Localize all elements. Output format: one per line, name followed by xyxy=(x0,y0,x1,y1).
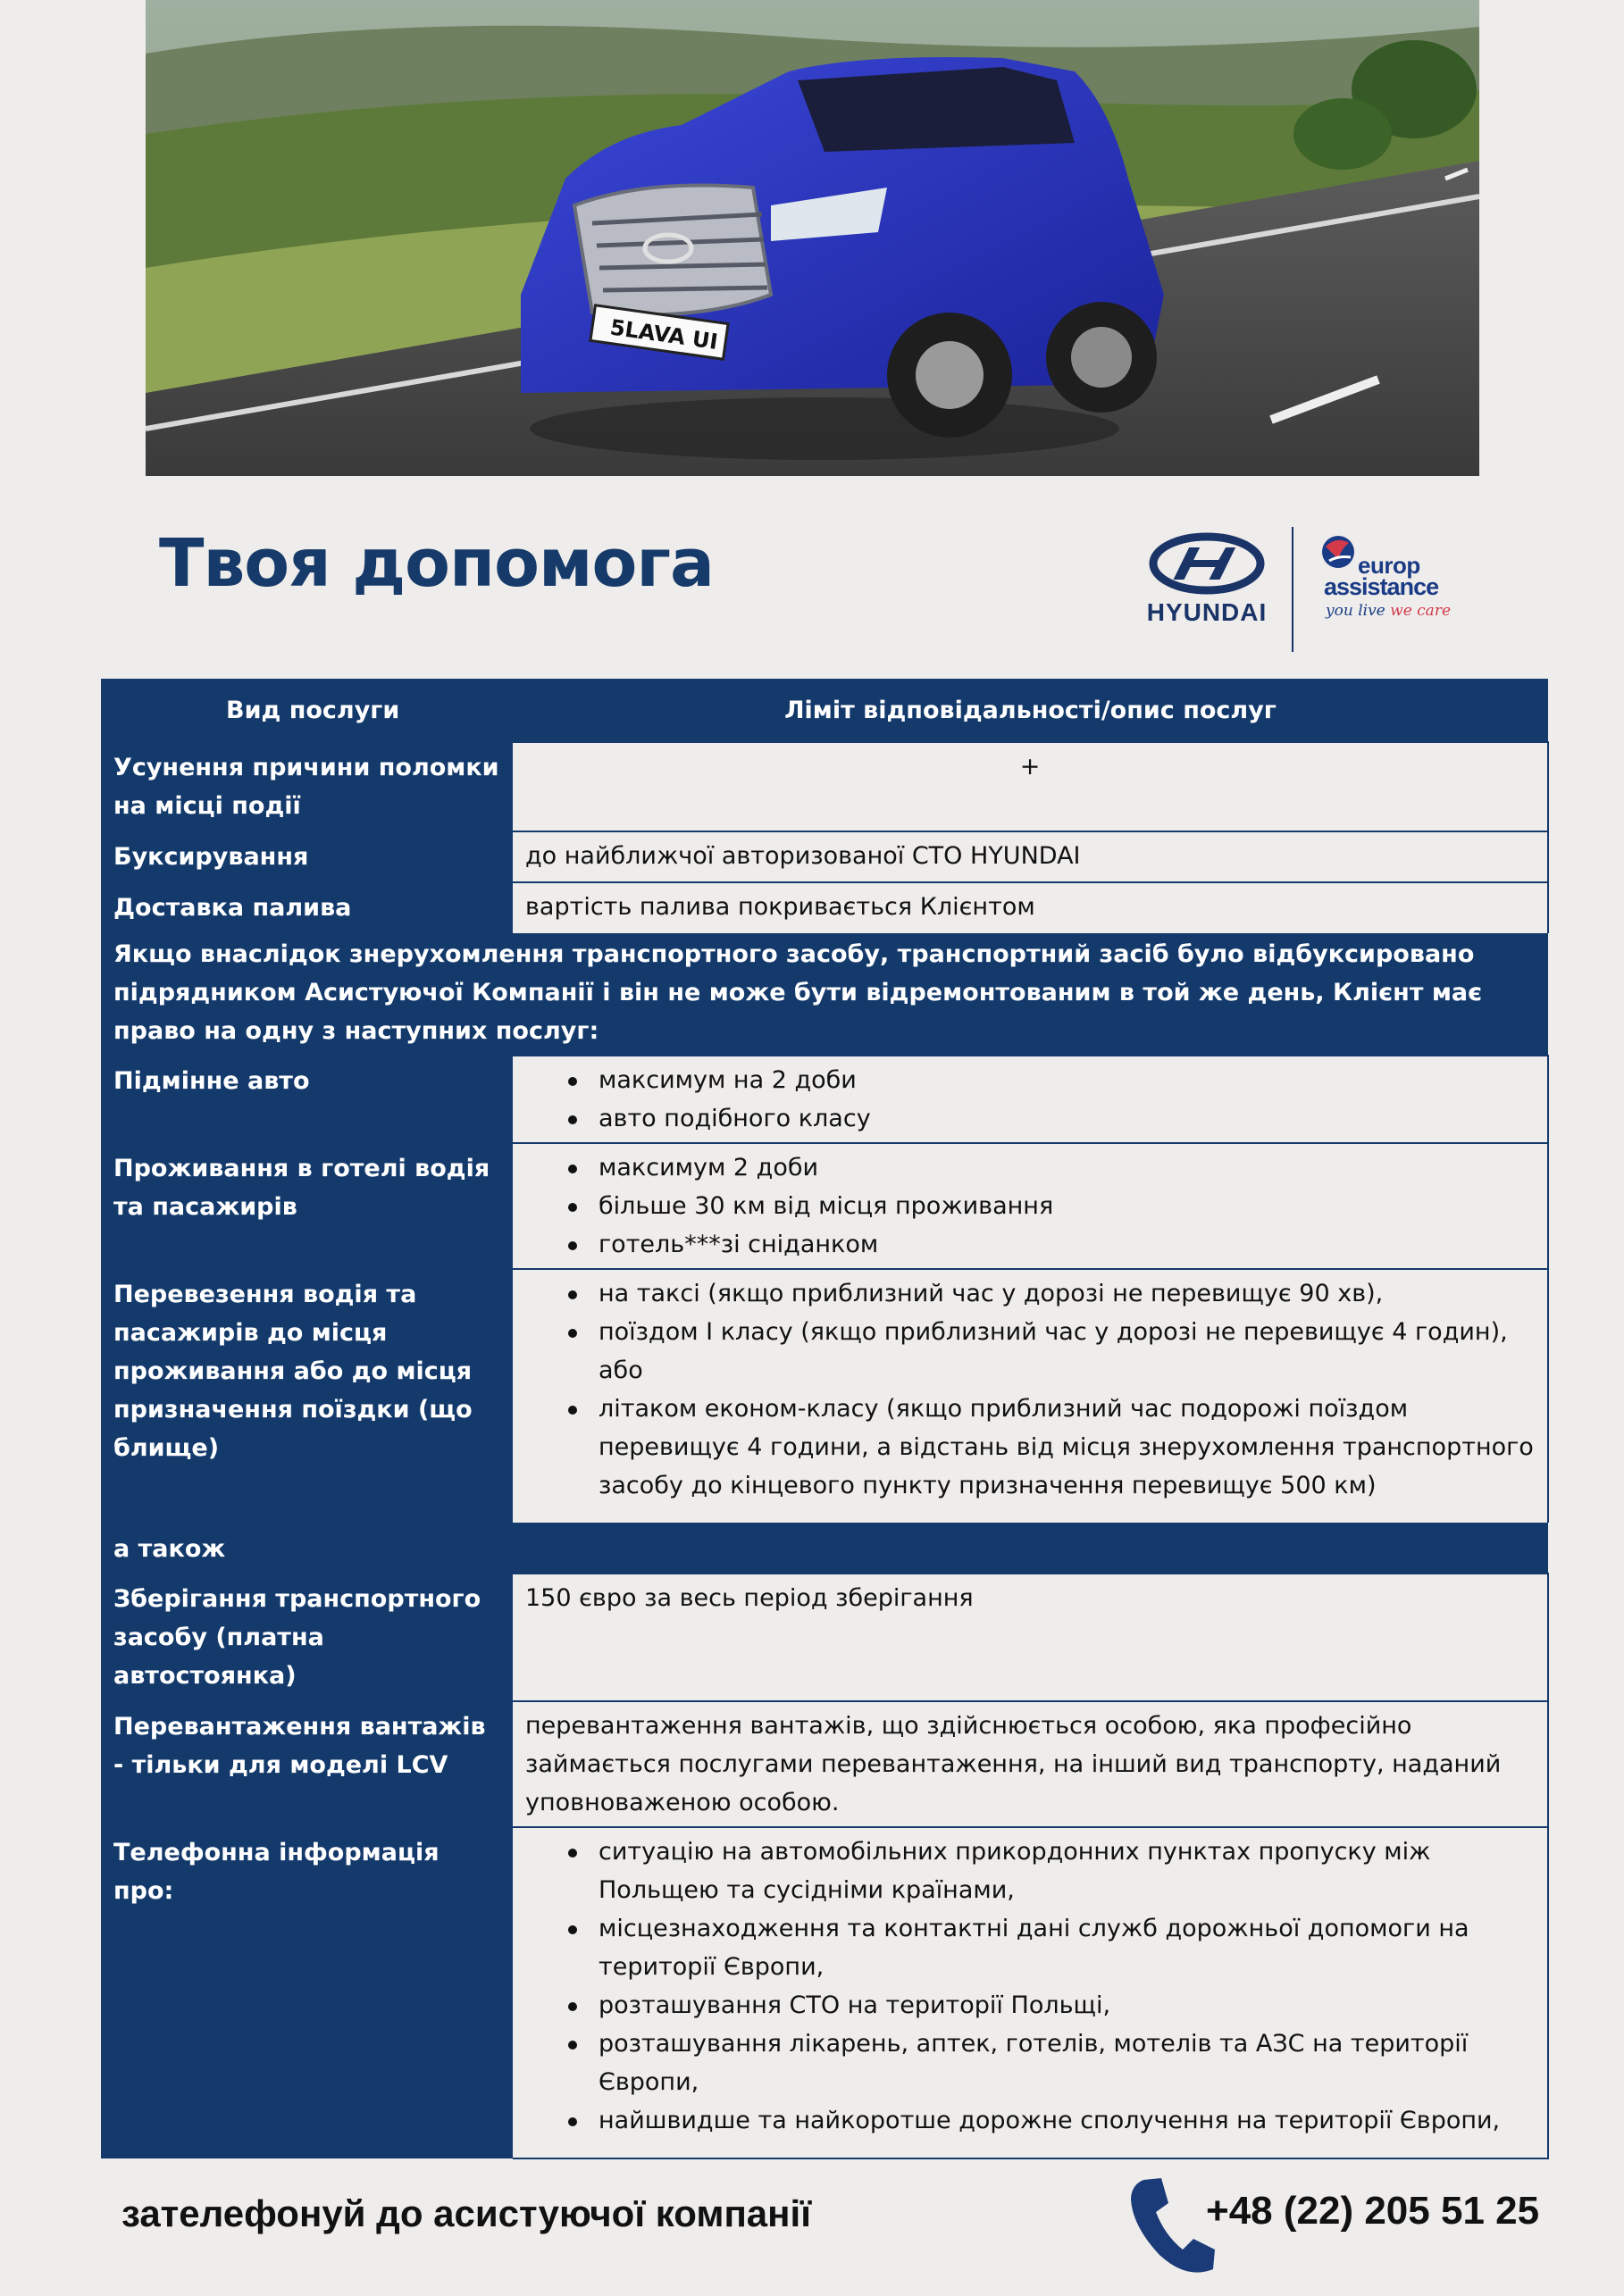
service-value: 150 євро за весь період зберігання xyxy=(513,1574,1548,1701)
list-item: поїздом І класу (якщо приблизний час у дорозі не перевищує 4 годин), або xyxy=(525,1313,1535,1390)
service-label: Зберігання транспортного засобу (платна автостоянка) xyxy=(101,1574,513,1701)
call-text: зателефонуй до асистуючої компанії xyxy=(121,2192,812,2234)
bullet-list xyxy=(525,1274,1535,1505)
list-item: авто подібного класу xyxy=(525,1099,1535,1138)
table-row xyxy=(101,1701,1548,1827)
service-label: Телефонна інформація про: xyxy=(101,1827,513,2158)
list-item: ситуацію на автомобільних прикордонних пунктах пропуску між Польщею та сусідніми країнами, xyxy=(525,1833,1535,1909)
europ-word: europ xyxy=(1358,552,1420,579)
hyundai-logo xyxy=(1139,531,1276,630)
list-item: розташування СТО на території Польщі, xyxy=(525,1986,1535,2025)
service-label: Доставка палива xyxy=(101,882,513,933)
service-label: Перевантаження вантажів - тільки для моделі LCV xyxy=(101,1701,513,1827)
bullet-list xyxy=(525,1148,1535,1264)
service-value xyxy=(513,1269,1548,1523)
service-value: до найближчої авторизованої СТО HYUNDAI xyxy=(513,831,1548,882)
service-value: перевантаження вантажів, що здійснюється особою, яка професійно займається послугами перевантаження, на інший вид транспорту, наданий уповноваженою особою. xyxy=(513,1701,1548,1827)
service-value xyxy=(513,1143,1548,1269)
europ-globe-icon xyxy=(1320,534,1356,570)
table-row xyxy=(101,1269,1548,1523)
hyundai-wordmark: HYUNDAI xyxy=(1146,598,1268,626)
column-header-service: Вид послуги xyxy=(101,679,513,742)
conditional-note: Якщо внаслідок знерухомлення транспортного засобу, транспортний засіб було відбуксировано підрядником Асистуючої Компанії і він не може бути відремонтованим в той же день, Клієнт має право на одну з наступних послуг: xyxy=(101,933,1548,1056)
phone-number[interactable]: +48 (22) 205 51 25 xyxy=(1206,2189,1540,2233)
table-row xyxy=(101,1574,1548,1701)
europ-tagline: you live we care xyxy=(1326,602,1451,620)
table-row xyxy=(101,1827,1548,2158)
table-header-row xyxy=(101,679,1548,742)
logo-divider xyxy=(1292,527,1293,652)
list-item: розташування лікарень, аптек, готелів, мотелів та АЗС на території Європи, xyxy=(525,2025,1535,2101)
table-row xyxy=(101,1523,1548,1574)
list-item: максимум 2 доби xyxy=(525,1148,1535,1187)
europ-assistance-logo xyxy=(1320,534,1451,623)
service-value xyxy=(513,1827,1548,2158)
list-item: місцезнаходження та контактні дані служб дорожньої допомоги на території Європи, xyxy=(525,1909,1535,1986)
list-item: літаком економ-класу (якщо приблизний час подорожі поїздом перевищує 4 години, а відстань від місця знерухомлення транспортного засобу до кінцевого пункту призначення перевищує 500 км) xyxy=(525,1390,1535,1505)
table-row xyxy=(101,1056,1548,1143)
table-row xyxy=(101,1143,1548,1269)
service-label: Буксирування xyxy=(101,831,513,882)
car-illustration xyxy=(146,0,1479,476)
table-row xyxy=(101,882,1548,933)
service-label: Підмінне авто xyxy=(101,1056,513,1143)
assistance-word: assistance xyxy=(1324,573,1439,600)
service-value xyxy=(513,1056,1548,1143)
service-value: + xyxy=(513,742,1548,831)
list-item: готель***зі сніданком xyxy=(525,1225,1535,1264)
hero-car-photo xyxy=(146,0,1479,476)
bullet-list xyxy=(525,1833,1535,2140)
list-item: більше 30 км від місця проживання xyxy=(525,1187,1535,1225)
also-label: а також xyxy=(101,1523,1548,1574)
license-plate: 5LAVA UI xyxy=(608,314,720,355)
bullet-list xyxy=(525,1061,1535,1138)
service-label: Усунення причини поломки на місці події xyxy=(101,742,513,831)
table-row xyxy=(101,831,1548,882)
service-label: Проживання в готелі водія та пасажирів xyxy=(101,1143,513,1269)
list-item: максимум на 2 доби xyxy=(525,1061,1535,1099)
column-header-limit: Ліміт відповідальності/опис послуг xyxy=(513,679,1548,742)
service-value: вартість палива покривається Клієнтом xyxy=(513,882,1548,933)
table-row xyxy=(101,933,1548,1056)
services-table xyxy=(101,679,1549,2159)
list-item: найшвидше та найкоротше дорожне сполучення на території Європи, xyxy=(525,2101,1535,2140)
table-row xyxy=(101,742,1548,831)
service-label: Перевезення водія та пасажирів до місця проживання або до місця призначення поїздки (що блище) xyxy=(101,1269,513,1523)
list-item: на таксі (якщо приблизний час у дорозі не перевищує 90 хв), xyxy=(525,1274,1535,1313)
page-title: Твоя допомога xyxy=(159,525,714,602)
